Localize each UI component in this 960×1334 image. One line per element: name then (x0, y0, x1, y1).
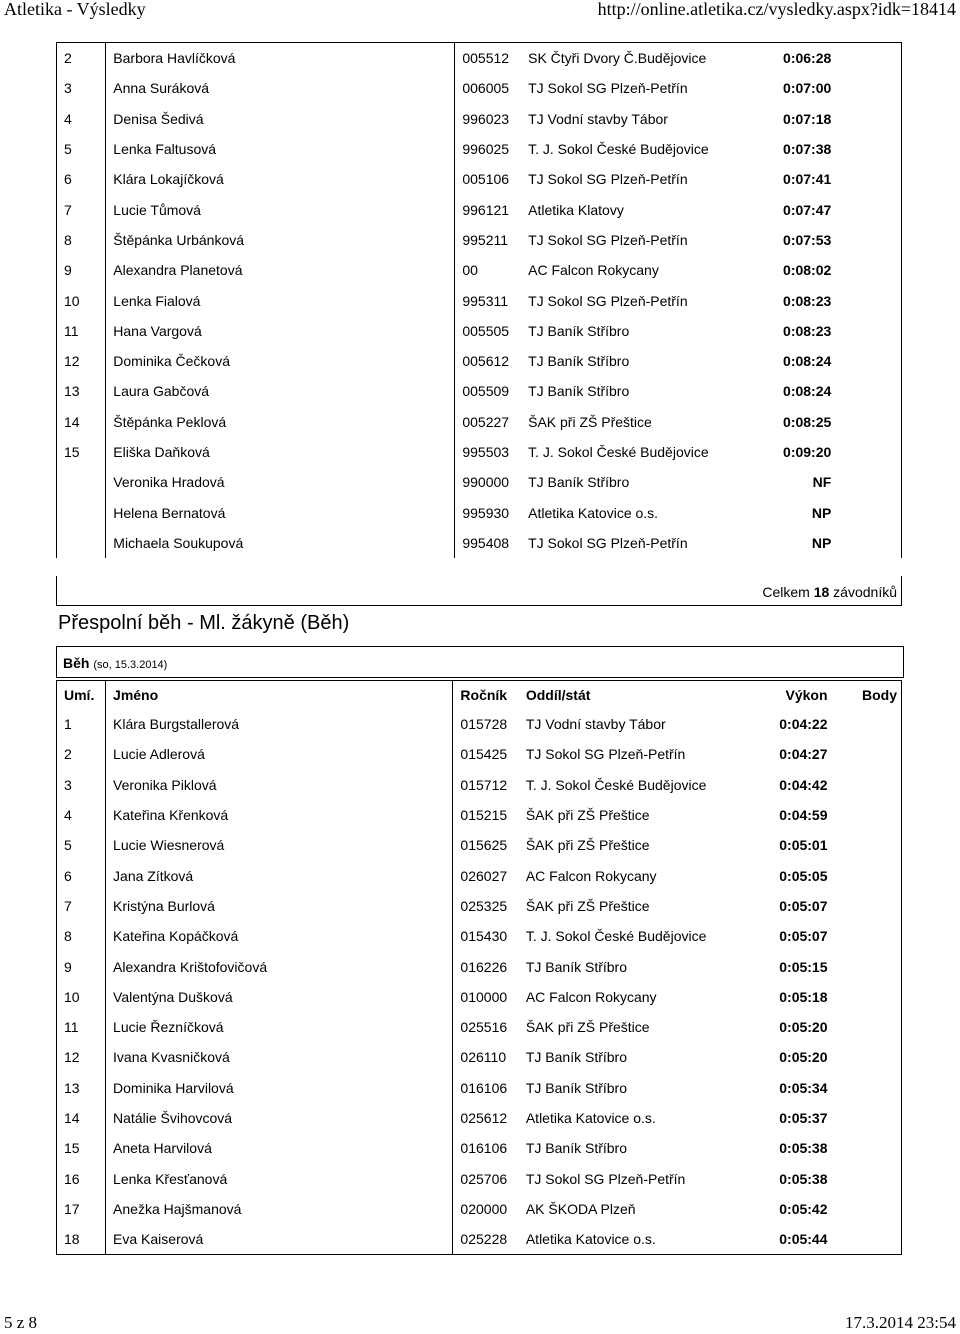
cell-name: Laura Gabčová (106, 376, 455, 406)
cell-result: 0:08:24 (783, 353, 832, 370)
cell-name: Lucie Řezníčková (106, 1012, 453, 1042)
cell-points (837, 528, 901, 558)
cell-code: 996025 (455, 134, 522, 164)
cell-points (837, 104, 901, 134)
cell-club: TJ Sokol SG Plzeň-Petřín (528, 292, 688, 309)
cell-club: TJ Baník Stříbro (528, 353, 630, 370)
section-title: Přespolní běh - Ml. žákyně (Běh) (58, 612, 350, 634)
cell-code: 025612 (453, 1103, 520, 1133)
table-row (57, 1042, 902, 1072)
table-row (57, 982, 902, 1012)
cell-position: 15 (57, 437, 106, 467)
table-row (57, 346, 902, 376)
cell-club: TJ Baník Stříbro (525, 1079, 627, 1096)
cell-name: Jana Zítková (106, 860, 453, 890)
cell-code: 016226 (453, 951, 520, 981)
table-row (57, 407, 902, 437)
col-header-pts: Body (834, 681, 902, 710)
page-url: http://online.atletika.cz/vysledky.aspx?idk=18414 (597, 0, 956, 19)
cell-points (834, 770, 902, 800)
cell-points (837, 285, 901, 315)
cell-result: 0:05:15 (779, 958, 828, 975)
cell-result: 0:05:07 (779, 928, 828, 945)
table-row (57, 921, 902, 951)
cell-result: 0:08:23 (783, 322, 832, 339)
cell-club: TJ Baník Stříbro (528, 383, 630, 400)
cell-name: Eva Kaiserová (106, 1224, 453, 1255)
cell-name: Aneta Harvilová (106, 1133, 453, 1163)
cell-club: TJ Sokol SG Plzeň-Petřín (528, 534, 688, 551)
cell-result: 0:05:20 (779, 1049, 828, 1066)
cell-code: 015215 (453, 800, 520, 830)
cell-points (834, 951, 902, 981)
cell-code: 005106 (455, 164, 522, 194)
cell-name: Natálie Švihovcová (106, 1103, 453, 1133)
cell-name: Barbora Havlíčková (106, 43, 455, 74)
cell-position: 18 (57, 1224, 106, 1255)
col-header-club: Oddíl/stát (520, 681, 720, 710)
cell-position: 3 (57, 770, 106, 800)
cell-result: 0:05:05 (779, 867, 828, 884)
col-header-result: Výkon (720, 681, 833, 710)
cell-name: Helena Bernatová (106, 497, 455, 527)
cell-name: Lenka Fialová (106, 285, 455, 315)
cell-position: 5 (57, 830, 106, 860)
cell-result: NP (811, 534, 832, 551)
cell-result: 0:05:42 (779, 1200, 828, 1217)
cell-name: Lucie Tůmová (106, 194, 455, 224)
table-row (57, 255, 902, 285)
cell-result: 0:06:28 (723, 43, 837, 74)
cell-club: Atletika Katovice o.s. (525, 1110, 656, 1126)
cell-name: Eliška Daňková (106, 437, 455, 467)
cell-club: Atletika Katovice o.s. (528, 504, 659, 521)
cell-name: Dominika Harvilová (106, 1073, 453, 1103)
total-count (762, 584, 897, 600)
cell-code: 995503 (455, 437, 522, 467)
cell-club: TJ Baník Stříbro (528, 474, 630, 491)
cell-points (837, 376, 901, 406)
cell-points (834, 1012, 902, 1042)
table-row (57, 528, 902, 558)
cell-club: TJ Baník Stříbro (525, 958, 627, 975)
cell-code: 995311 (455, 285, 522, 315)
cell-club: T. J. Sokol České Budějovice (525, 928, 707, 945)
cell-club: AC Falcon Rokycany (528, 262, 659, 279)
cell-name: Alexandra Krištofovičová (106, 951, 453, 981)
table-row (57, 43, 902, 74)
cell-position: 16 (57, 1163, 106, 1193)
cell-code: 005512 (455, 43, 522, 74)
cell-name: Ivana Kvasničková (106, 1042, 453, 1072)
table-row (57, 1103, 902, 1133)
cell-position: 1 (57, 709, 106, 739)
cell-points (837, 225, 901, 255)
table-row (57, 437, 902, 467)
cell-name: Dominika Čečková (106, 346, 455, 376)
table-row (57, 225, 902, 255)
event-name: Běh (63, 655, 90, 671)
table-row (57, 164, 902, 194)
cell-position: 15 (57, 1133, 106, 1163)
cell-points (834, 1163, 902, 1193)
table-row (57, 860, 902, 890)
cell-position (57, 497, 106, 527)
cell-position: 3 (57, 73, 106, 103)
cell-points (834, 739, 902, 769)
cell-name: Klára Burgstallerová (106, 709, 453, 739)
table-row (57, 104, 902, 134)
event-header (56, 646, 904, 678)
cell-club: TJ Baník Stříbro (525, 1140, 627, 1157)
cell-result: 0:04:59 (779, 807, 828, 824)
cell-name: Kateřina Křenková (106, 800, 453, 830)
cell-code: 995408 (455, 528, 522, 558)
cell-points (837, 346, 901, 376)
cell-club: TJ Baník Stříbro (525, 1049, 627, 1066)
cell-position: 17 (57, 1194, 106, 1224)
cell-position: 6 (57, 860, 106, 890)
cell-club: TJ Sokol SG Plzeň-Petřín (528, 231, 688, 248)
cell-code: 016106 (453, 1133, 520, 1163)
table-row (57, 467, 902, 497)
cell-points (837, 73, 901, 103)
cell-position: 2 (57, 43, 106, 74)
cell-club: TJ Sokol SG Plzeň-Petřín (525, 1170, 686, 1187)
cell-name: Lucie Wiesnerová (106, 830, 453, 860)
cell-club: TJ Sokol SG Plzeň-Petřín (528, 80, 688, 97)
page-title: Atletika - Výsledky (4, 0, 146, 19)
table-row (57, 891, 902, 921)
cell-position (57, 467, 106, 497)
total-suffix: závodníků (833, 584, 897, 600)
cell-code: 026110 (453, 1042, 520, 1072)
cell-name: Valentýna Dušková (106, 982, 453, 1012)
cell-club: ŠAK při ZŠ Přeštice (525, 837, 650, 854)
cell-club: ŠAK při ZŠ Přeštice (528, 413, 652, 430)
cell-position: 14 (57, 1103, 106, 1133)
cell-result: 0:07:41 (783, 171, 832, 188)
cell-position: 8 (57, 225, 106, 255)
table-row (57, 739, 902, 769)
cell-result: 0:05:07 (779, 897, 828, 914)
cell-name: Hana Vargová (106, 316, 455, 346)
cell-result: 0:04:27 (779, 746, 828, 763)
cell-club: ŠAK při ZŠ Přeštice (525, 1019, 650, 1036)
table-header-row (57, 681, 902, 710)
cell-club: Atletika Katovice o.s. (520, 1224, 720, 1255)
table-row (57, 1012, 902, 1042)
cell-points (837, 194, 901, 224)
print-header (0, 0, 960, 22)
cell-position: 9 (57, 951, 106, 981)
cell-name: Štěpánka Urbánková (106, 225, 455, 255)
cell-name: Kristýna Burlová (106, 891, 453, 921)
cell-code: 025228 (453, 1224, 520, 1255)
cell-result: 0:07:47 (783, 201, 832, 218)
cell-position: 4 (57, 800, 106, 830)
cell-points (837, 316, 901, 346)
cell-club: ŠAK při ZŠ Přeštice (525, 897, 650, 914)
table-row (57, 800, 902, 830)
cell-points (834, 891, 902, 921)
cell-code: 00 (455, 255, 522, 285)
cell-result: 0:05:44 (720, 1224, 833, 1255)
cell-club: T. J. Sokol České Budějovice (528, 444, 709, 460)
results-table-1 (56, 42, 902, 558)
cell-name: Alexandra Planetová (106, 255, 455, 285)
results-table-2 (56, 680, 902, 1255)
cell-position: 5 (57, 134, 106, 164)
cell-name: Klára Lokajíčková (106, 164, 455, 194)
cell-position: 11 (57, 316, 106, 346)
cell-club: SK Čtyři Dvory Č.Budějovice (522, 43, 723, 74)
cell-position: 7 (57, 891, 106, 921)
cell-position: 8 (57, 921, 106, 951)
cell-code: 996023 (455, 104, 522, 134)
cell-points (834, 1194, 902, 1224)
table-row (57, 497, 902, 527)
cell-points (834, 1073, 902, 1103)
cell-code: 020000 (453, 1194, 520, 1224)
cell-code: 995211 (455, 225, 522, 255)
cell-code: 015728 (453, 709, 520, 739)
cell-result: 0:04:42 (779, 776, 828, 793)
table-row (57, 134, 902, 164)
cell-points (834, 800, 902, 830)
table-row (57, 1224, 902, 1255)
cell-name: Lenka Křesťanová (106, 1163, 453, 1193)
cell-club: AK ŠKODA Plzeň (525, 1200, 636, 1217)
event-info: (so, 15.3.2014) (93, 659, 168, 671)
total-number: 18 (813, 584, 830, 600)
cell-code: 026027 (453, 860, 520, 890)
cell-points (837, 497, 901, 527)
cell-points (837, 43, 901, 74)
cell-code: 025706 (453, 1163, 520, 1193)
cell-position: 2 (57, 739, 106, 769)
table-row (57, 1194, 902, 1224)
cell-club: T. J. Sokol České Budějovice (528, 141, 709, 158)
cell-position: 6 (57, 164, 106, 194)
cell-code: 015625 (453, 830, 520, 860)
cell-points (834, 860, 902, 890)
cell-position: 13 (57, 1073, 106, 1103)
cell-result: 0:05:18 (779, 988, 828, 1005)
cell-position: 12 (57, 346, 106, 376)
cell-code: 015425 (453, 739, 520, 769)
cell-club: ŠAK při ZŠ Přeštice (525, 807, 650, 824)
cell-result: 0:08:02 (783, 262, 832, 279)
table-row (57, 951, 902, 981)
cell-club: AC Falcon Rokycany (525, 867, 657, 884)
cell-code: 015712 (453, 770, 520, 800)
cell-result: 0:04:22 (779, 716, 828, 733)
table-row (57, 770, 902, 800)
cell-name: Veronika Piklová (106, 770, 453, 800)
cell-name: Štěpánka Peklová (106, 407, 455, 437)
print-date: 17.3.2014 23:54 (845, 1313, 956, 1332)
cell-club: TJ Vodní stavby Tábor (525, 716, 666, 733)
cell-points (834, 1224, 902, 1255)
cell-points (837, 134, 901, 164)
table-row (57, 194, 902, 224)
cell-code: 995930 (455, 497, 522, 527)
cell-points (837, 437, 901, 467)
cell-name: Lenka Faltusová (106, 134, 455, 164)
cell-code: 005612 (455, 346, 522, 376)
summary-box (56, 576, 902, 606)
cell-position (57, 528, 106, 558)
cell-result: 0:08:24 (783, 383, 832, 400)
cell-points (837, 164, 901, 194)
cell-position: 7 (57, 194, 106, 224)
cell-code: 990000 (455, 467, 522, 497)
cell-club: T. J. Sokol České Budějovice (525, 776, 707, 793)
cell-name: Denisa Šedivá (106, 104, 455, 134)
cell-points (834, 1042, 902, 1072)
col-header-pos: Umí. (57, 681, 106, 710)
cell-points (837, 255, 901, 285)
cell-result: 0:05:38 (779, 1170, 828, 1187)
total-prefix: Celkem (762, 584, 810, 600)
cell-result: 0:05:20 (779, 1019, 828, 1036)
cell-position: 9 (57, 255, 106, 285)
cell-position: 10 (57, 982, 106, 1012)
cell-name: Anna Suráková (106, 73, 455, 103)
cell-code: 010000 (453, 982, 520, 1012)
cell-position: 11 (57, 1012, 106, 1042)
cell-result: NF (812, 474, 832, 491)
cell-name: Anežka Hajšmanová (106, 1194, 453, 1224)
cell-code: 006005 (455, 73, 522, 103)
cell-club: TJ Sokol SG Plzeň-Petřín (525, 746, 686, 763)
cell-result: 0:07:53 (783, 231, 832, 248)
cell-position: 12 (57, 1042, 106, 1072)
cell-points (837, 467, 901, 497)
cell-code: 025516 (453, 1012, 520, 1042)
cell-name: Veronika Hradová (106, 467, 455, 497)
cell-result: 0:09:20 (783, 444, 832, 460)
cell-points (834, 1133, 902, 1163)
cell-result: 0:07:18 (783, 110, 832, 127)
cell-result: NP (811, 504, 832, 521)
cell-club: TJ Baník Stříbro (528, 322, 630, 339)
table-row (57, 1073, 902, 1103)
col-header-name: Jméno (106, 681, 453, 710)
print-footer (0, 1314, 960, 1334)
cell-result: 0:08:23 (783, 292, 832, 309)
event-label (63, 655, 167, 671)
cell-points (834, 830, 902, 860)
cell-code: 005505 (455, 316, 522, 346)
cell-result: 0:07:38 (783, 141, 832, 158)
cell-code: 025325 (453, 891, 520, 921)
cell-points (834, 1103, 902, 1133)
table-row (57, 1133, 902, 1163)
cell-result: 0:07:00 (783, 80, 832, 97)
cell-code: 005509 (455, 376, 522, 406)
cell-result: 0:05:01 (779, 837, 828, 854)
cell-club: TJ Vodní stavby Tábor (528, 110, 668, 127)
cell-club: AC Falcon Rokycany (525, 988, 657, 1005)
cell-code: 016106 (453, 1073, 520, 1103)
col-header-code: Ročník (453, 681, 520, 710)
cell-code: 996121 (455, 194, 522, 224)
cell-points (837, 407, 901, 437)
table-row (57, 316, 902, 346)
cell-club: Atletika Klatovy (528, 201, 624, 218)
table-row (57, 709, 902, 739)
table-row (57, 830, 902, 860)
cell-position: 4 (57, 104, 106, 134)
cell-result: 0:05:34 (779, 1079, 828, 1096)
table-row (57, 73, 902, 103)
cell-result: 0:05:38 (779, 1140, 828, 1157)
cell-result: 0:08:25 (783, 413, 832, 430)
cell-club: TJ Sokol SG Plzeň-Petřín (528, 171, 688, 188)
cell-name: Kateřina Kopáčková (106, 921, 453, 951)
cell-points (834, 921, 902, 951)
cell-code: 015430 (453, 921, 520, 951)
cell-points (834, 982, 902, 1012)
cell-name: Michaela Soukupová (106, 528, 455, 558)
table-row (57, 285, 902, 315)
cell-position: 14 (57, 407, 106, 437)
table-row (57, 1163, 902, 1193)
cell-position: 10 (57, 285, 106, 315)
page-number: 5 z 8 (4, 1313, 38, 1332)
table-row (57, 376, 902, 406)
cell-result: 0:05:37 (779, 1110, 828, 1126)
cell-name: Lucie Adlerová (106, 739, 453, 769)
cell-points (834, 709, 902, 739)
cell-position: 13 (57, 376, 106, 406)
cell-code: 005227 (455, 407, 522, 437)
